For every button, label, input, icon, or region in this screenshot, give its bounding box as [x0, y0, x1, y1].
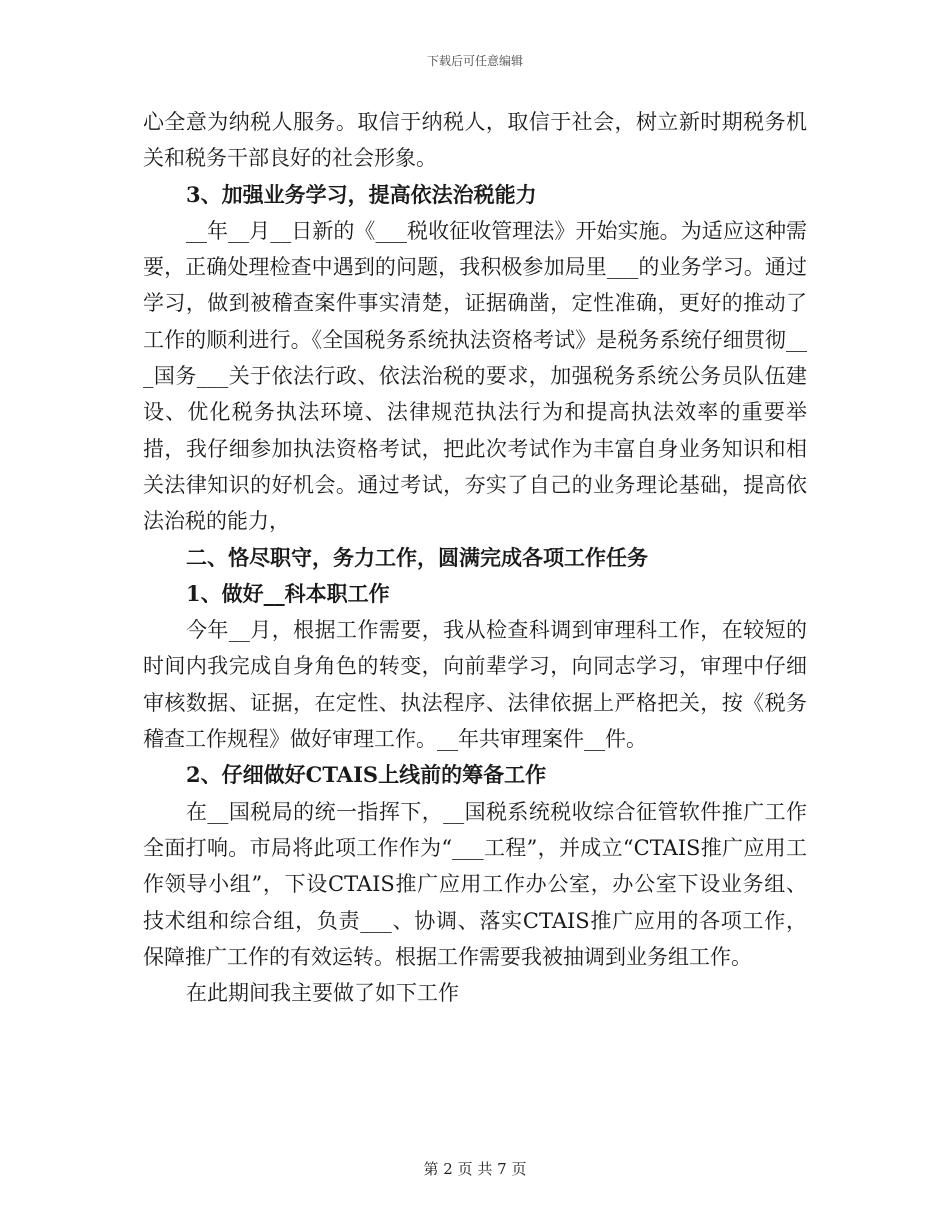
- section-heading: 1、做好__科本职工作: [186, 580, 390, 606]
- page-header: 下载后可任意编辑: [426, 54, 523, 68]
- paragraph: 在__国税局的统一指挥下，__国税系统税收综合征管软件推广工作全面打响。市局将此项工作作为“___工程”，并成立“CTAIS推广应用工作领导小组”，下设CTAIS推广应用工作办公室，办公室下设业务组、技术组和综合组，负责___、协调、落实CTAIS推广应用的各项工作，保障推广工作的有效运转。根据工作需要我被抽调到业务组工作。: [143, 799, 807, 969]
- paragraph: 心全意为纳税人服务。取信于纳税人，取信于社会，树立新时期税务机关和税务干部良好的社会形象。: [143, 110, 807, 171]
- document-body: [143, 104, 807, 1011]
- section-heading: 2、仔细做好CTAIS上线前的筹备工作: [186, 762, 547, 788]
- page-number: 第 2 页 共 7 页: [423, 1160, 527, 1178]
- section-heading: 3、加强业务学习，提高依法治税能力: [186, 181, 537, 207]
- paragraph: 今年__月，根据工作需要，我从检查科调到审理科工作，在较短的时间内我完成自身角色的转变，向前辈学习，向同志学习，审理中仔细审核数据、证据，在定性、执法程序、法律依据上严格把关，按《税务稽查工作规程》做好审理工作。__年共审理案件__件。: [143, 618, 807, 752]
- paragraph: __年__月__日新的《___税收征收管理法》开始实施。为适应这种需要，正确处理检查中遇到的问题，我积极参加局里___的业务学习。通过学习，做到被稽查案件事实清楚，证据确凿，定性准确，更好的推动了工作的顺利进行。《全国税务系统执法资格考试》是税务系统仔细贯彻___国务___关于依法行政、依法治税的要求，加强税务系统公务员队伍建设、优化税务执法环境、法律规范执法行为和提高执法效率的重要举措，我仔细参加执法资格考试，把此次考试作为丰富自身业务知识和相关法律知识的好机会。通过考试，夯实了自己的业务理论基础，提高依法治税的能力，: [143, 218, 807, 534]
- section-heading: 二、恪尽职守，务力工作，圆满完成各项工作任务: [186, 544, 648, 570]
- paragraph: 在此期间我主要做了如下工作: [186, 981, 459, 1006]
